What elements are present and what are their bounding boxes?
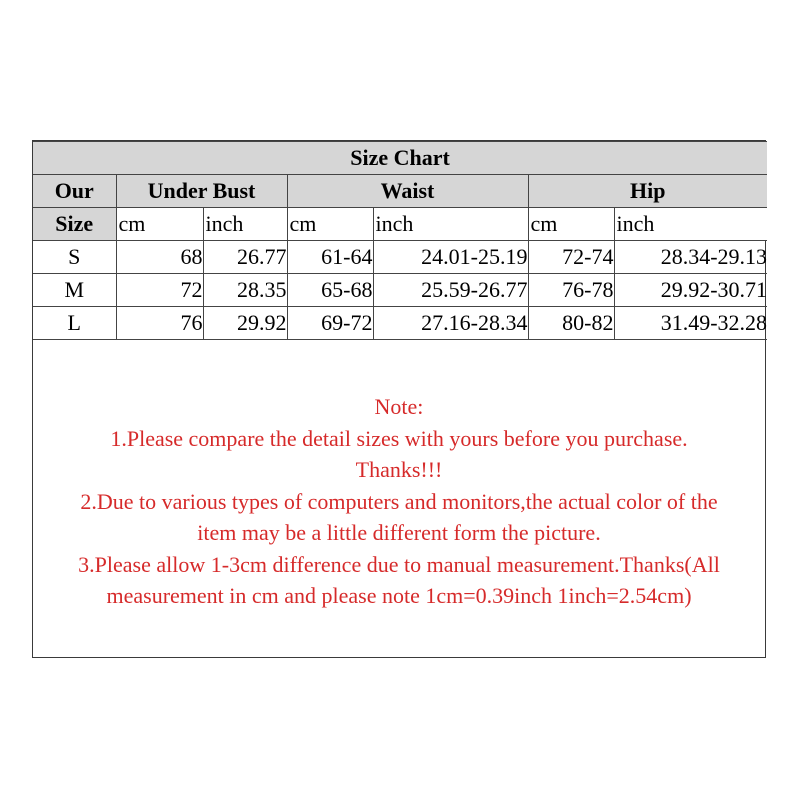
table-cell: 24.01-25.19 xyxy=(373,241,528,274)
table-title-row xyxy=(33,142,767,175)
table-cell: 61-64 xyxy=(287,241,373,274)
unit-cell: inch xyxy=(614,208,767,241)
size-chart-panel xyxy=(32,140,766,658)
note-line: Thanks!!! xyxy=(355,457,443,482)
table-row xyxy=(33,307,767,340)
table-cell: 27.16-28.34 xyxy=(373,307,528,340)
header-size: Size xyxy=(33,208,116,241)
note-line: 1.Please compare the detail sizes with yours before you purchase. xyxy=(110,425,688,451)
table-cell: 65-68 xyxy=(287,274,373,307)
table-title: Size Chart xyxy=(33,142,767,175)
table-cell: 76 xyxy=(116,307,203,340)
header-waist: Waist xyxy=(287,175,528,208)
table-cell: 28.35 xyxy=(203,274,287,307)
table-cell: 29.92 xyxy=(203,307,287,340)
size-label: L xyxy=(33,307,116,340)
table-cell: 31.49-32.28 xyxy=(614,307,767,340)
table-row xyxy=(33,274,767,307)
note-line: 2.Due to various types of computers and monitors,the actual color of the xyxy=(80,488,718,514)
unit-cell: cm xyxy=(287,208,373,241)
table-cell: 76-78 xyxy=(528,274,614,307)
unit-cell: cm xyxy=(116,208,203,241)
table-header-row xyxy=(33,175,767,208)
table-unit-row xyxy=(33,208,767,241)
unit-cell: inch xyxy=(373,208,528,241)
unit-cell: cm xyxy=(528,208,614,241)
table-cell: 68 xyxy=(116,241,203,274)
unit-cell: inch xyxy=(203,208,287,241)
table-cell: 80-82 xyxy=(528,307,614,340)
header-under-bust: Under Bust xyxy=(116,175,287,208)
size-label: M xyxy=(33,274,116,307)
header-hip: Hip xyxy=(528,175,767,208)
size-label: S xyxy=(33,241,116,274)
table-row xyxy=(33,241,767,274)
note-line: item may be a little different form the picture. xyxy=(197,520,601,545)
table-cell: 28.34-29.13 xyxy=(614,241,767,274)
note-heading: Note: xyxy=(374,394,424,419)
note-line: measurement in cm and please note 1cm=0.39inch 1inch=2.54cm) xyxy=(106,583,692,608)
table-cell: 69-72 xyxy=(287,307,373,340)
header-our: Our xyxy=(33,175,116,208)
table-cell: 26.77 xyxy=(203,241,287,274)
table-cell: 72 xyxy=(116,274,203,307)
table-cell: 25.59-26.77 xyxy=(373,274,528,307)
size-chart-table xyxy=(33,141,767,340)
note-line: 3.Please allow 1-3cm difference due to manual measurement.Thanks(All xyxy=(78,551,720,577)
table-cell: 29.92-30.71 xyxy=(614,274,767,307)
notes-block xyxy=(33,391,765,612)
table-cell: 72-74 xyxy=(528,241,614,274)
